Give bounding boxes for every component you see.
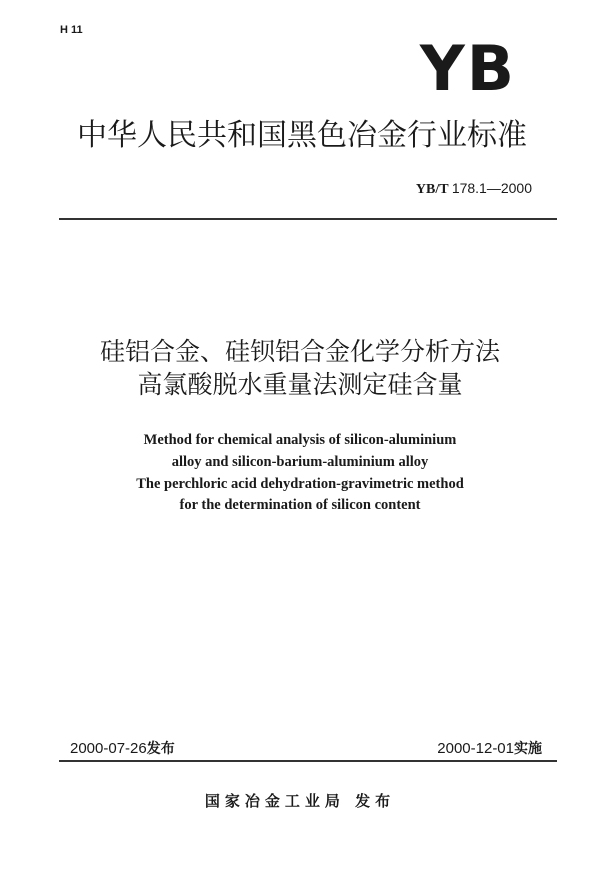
implementation-date — [437, 738, 542, 758]
chinese-title — [40, 335, 560, 401]
bottom-divider — [59, 760, 557, 762]
yb-logo: YB — [419, 32, 516, 105]
standard-code-number: 178.1—2000 — [451, 180, 532, 196]
implementation-date-label: 实施 — [514, 741, 542, 757]
english-title-line: for the determination of silicon content — [179, 497, 421, 514]
standard-code-prefix: YB/T — [415, 182, 449, 197]
standard-title: 中华人民共和国黑色冶金行业标准 — [77, 118, 527, 153]
english-title — [40, 430, 560, 517]
chinese-title-line: 高氯酸脱水重量法测定硅含量 — [137, 370, 463, 399]
publisher: 国家冶金工业局 发布 — [204, 792, 396, 810]
chinese-title-line: 硅铝合金、硅钡铝合金化学分析方法 — [99, 337, 500, 366]
english-title-line: Method for chemical analysis of silicon-aluminium — [143, 432, 457, 448]
classification-code: H 11 — [60, 24, 83, 36]
issue-date-value: 2000-07-26 — [70, 740, 147, 757]
issue-date-label: 发布 — [146, 741, 175, 757]
english-title-line: alloy and silicon-barium-aluminium alloy — [171, 453, 429, 470]
issue-date — [70, 738, 175, 758]
standard-code — [416, 180, 532, 198]
implementation-date-value: 2000-12-01 — [437, 740, 514, 757]
english-title-line: The perchloric acid dehydration-gravimetric method — [136, 475, 464, 492]
top-divider — [59, 218, 557, 220]
